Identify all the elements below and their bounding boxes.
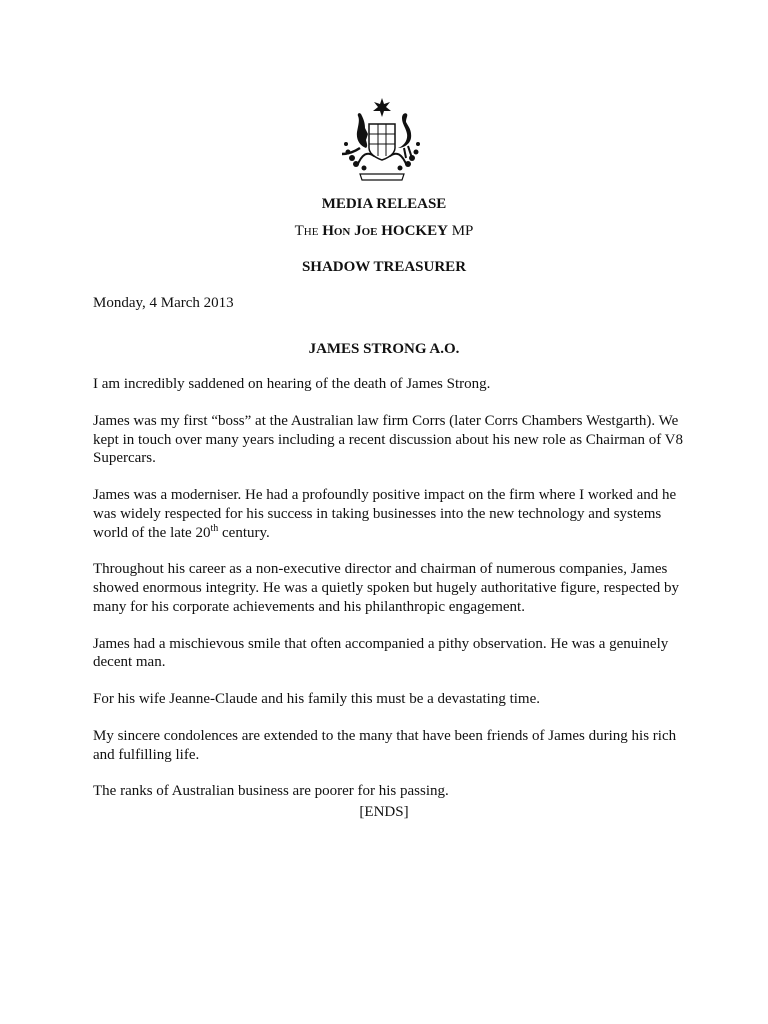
paragraph-1: I am incredibly saddened on hearing of the death of James Strong. <box>93 376 491 392</box>
name-the-rest: HE <box>303 226 319 238</box>
ends-marker: [ENDS] <box>359 804 409 820</box>
australian-coat-of-arms-icon <box>322 96 442 188</box>
minister-name <box>0 222 768 241</box>
paragraph-3 <box>93 486 683 542</box>
paragraph-2: James was my first “boss” at the Australian law firm Corrs (later Corrs Chambers Westgarth). We kept in touch over many years including a recent discussion about his new role as Chairman of V8 Supercars. <box>93 412 683 467</box>
paragraph-4: Throughout his career as a non-executive director and chairman of numerous companies, James showed enormous integrity. He was a quietly spoken but hugely authoritative figure, respected by many for his corporate achievements and his philanthropic engagement. <box>93 561 679 615</box>
paragraph-7: My sincere condolences are extended to the many that have been friends of James during his rich and fulfilling life. <box>93 727 677 763</box>
release-headline: JAMES STRONG A.O. <box>308 341 460 357</box>
name-the-initial: T <box>294 223 304 239</box>
paragraph-8: The ranks of Australian business are poorer for his passing. <box>93 783 449 800</box>
release-date: Monday, 4 March 2013 <box>93 295 234 311</box>
name-joe-initial: J <box>354 223 362 239</box>
paragraph-3-tail: century. <box>218 524 270 541</box>
minister-role: SHADOW TREASURER <box>301 259 467 275</box>
media-release-label: MEDIA RELEASE <box>321 196 447 212</box>
paragraph-3-text: James was a moderniser. He had a profoundly positive impact on the firm where I worked and he was widely respected for his success in taking businesses into the new technology and systems world of the late 20 <box>93 487 677 541</box>
name-postnominal: MP <box>451 223 474 239</box>
release-body <box>93 375 683 819</box>
name-surname: HOCKEY <box>381 223 448 239</box>
paragraph-6: For his wife Jeanne-Claude and his family this must be a devastating time. <box>93 691 540 707</box>
name-hon-initial: H <box>322 223 334 239</box>
paragraph-5: James had a mischievous smile that often accompanied a pithy observation. He was a genuinely decent man. <box>93 635 669 671</box>
name-joe-rest: OE <box>361 226 378 238</box>
paragraph-3-superscript: th <box>210 522 219 534</box>
name-hon-rest: ON <box>333 226 351 238</box>
